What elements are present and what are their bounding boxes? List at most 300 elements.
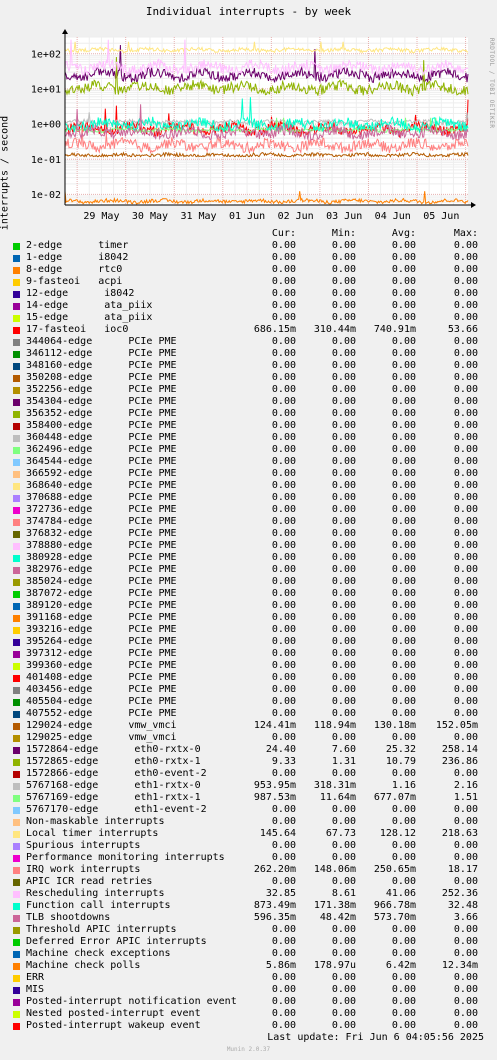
legend-series-name: 15-edge ata_piix bbox=[26, 312, 153, 323]
legend-column-header: Avg: bbox=[391, 228, 416, 239]
legend-row bbox=[0, 816, 497, 828]
legend-cur-value: 32.85 bbox=[265, 888, 296, 899]
legend-min-value: 0.00 bbox=[331, 1008, 356, 1019]
legend-swatch bbox=[13, 759, 20, 766]
legend-min-value: 171.38m bbox=[313, 900, 356, 911]
legend-swatch bbox=[13, 615, 20, 622]
legend-swatch bbox=[13, 243, 20, 250]
legend-max-value: 0.00 bbox=[453, 708, 478, 719]
legend-avg-value: 0.00 bbox=[391, 972, 416, 983]
legend-series-name: 407552-edge PCIe PME bbox=[26, 708, 177, 719]
legend-series-name: Machine check exceptions bbox=[26, 948, 171, 959]
legend-cur-value: 124.41m bbox=[253, 720, 296, 731]
legend-max-value: 0.00 bbox=[453, 672, 478, 683]
legend-swatch bbox=[13, 339, 20, 346]
legend-row bbox=[0, 708, 497, 720]
legend-swatch bbox=[13, 531, 20, 538]
legend-row bbox=[0, 744, 497, 756]
legend-row bbox=[0, 468, 497, 480]
legend-avg-value: 130.18m bbox=[373, 720, 416, 731]
y-tick-label: 1e+02 bbox=[30, 49, 61, 61]
legend-cur-value: 0.00 bbox=[271, 432, 296, 443]
legend-max-value: 218.63 bbox=[441, 828, 478, 839]
legend-avg-value: 0.00 bbox=[391, 540, 416, 551]
legend-avg-value: 0.00 bbox=[391, 408, 416, 419]
legend-row bbox=[0, 780, 497, 792]
legend-avg-value: 740.91m bbox=[373, 324, 416, 335]
legend-avg-value: 0.00 bbox=[391, 696, 416, 707]
legend-row bbox=[0, 288, 497, 300]
legend-series-name: 403456-edge PCIe PME bbox=[26, 684, 177, 695]
legend-min-value: 0.00 bbox=[331, 564, 356, 575]
legend-min-value: 0.00 bbox=[331, 288, 356, 299]
legend-avg-value: 0.00 bbox=[391, 420, 416, 431]
legend-min-value: 310.44m bbox=[313, 324, 356, 335]
legend-max-value: 0.00 bbox=[453, 852, 478, 863]
legend-cur-value: 987.53m bbox=[253, 792, 296, 803]
legend-swatch bbox=[13, 291, 20, 298]
legend-max-value: 0.00 bbox=[453, 636, 478, 647]
legend-avg-value: 0.00 bbox=[391, 456, 416, 467]
legend-min-value: 0.00 bbox=[331, 540, 356, 551]
legend-series-name: 382976-edge PCIe PME bbox=[26, 564, 177, 575]
legend-min-value: 0.00 bbox=[331, 984, 356, 995]
legend-max-value: 0.00 bbox=[453, 372, 478, 383]
legend-avg-value: 0.00 bbox=[391, 948, 416, 959]
legend-cur-value: 0.00 bbox=[271, 672, 296, 683]
legend-series-name: Posted-interrupt notification event bbox=[26, 996, 237, 1007]
legend-swatch bbox=[13, 375, 20, 382]
legend-row bbox=[0, 660, 497, 672]
legend-cur-value: 0.00 bbox=[271, 924, 296, 935]
legend-series-name: 129024-edge vmw_vmci bbox=[26, 720, 177, 731]
legend-max-value: 0.00 bbox=[453, 576, 478, 587]
legend-series-name: 17-fasteoi ioc0 bbox=[26, 324, 129, 335]
legend-avg-value: 0.00 bbox=[391, 396, 416, 407]
legend-max-value: 0.00 bbox=[453, 336, 478, 347]
legend-cur-value: 0.00 bbox=[271, 648, 296, 659]
legend-swatch bbox=[13, 675, 20, 682]
legend-avg-value: 0.00 bbox=[391, 300, 416, 311]
legend-min-value: 48.42m bbox=[319, 912, 356, 923]
legend-series-name: MIS bbox=[26, 984, 45, 995]
legend-max-value: 12.34m bbox=[441, 960, 478, 971]
legend-min-value: 0.00 bbox=[331, 936, 356, 947]
legend-row bbox=[0, 768, 497, 780]
legend-min-value: 0.00 bbox=[331, 504, 356, 515]
legend-row bbox=[0, 540, 497, 552]
legend-cur-value: 0.00 bbox=[271, 840, 296, 851]
legend-avg-value: 0.00 bbox=[391, 276, 416, 287]
legend-cur-value: 0.00 bbox=[271, 696, 296, 707]
legend-min-value: 0.00 bbox=[331, 348, 356, 359]
legend-row bbox=[0, 648, 497, 660]
legend-max-value: 0.00 bbox=[453, 648, 478, 659]
legend-min-value: 0.00 bbox=[331, 420, 356, 431]
legend-avg-value: 0.00 bbox=[391, 504, 416, 515]
legend-swatch bbox=[13, 939, 20, 946]
legend-swatch bbox=[13, 387, 20, 394]
legend-swatch bbox=[13, 867, 20, 874]
x-tick-label: 30 May bbox=[131, 211, 169, 222]
legend-series-name: 366592-edge PCIe PME bbox=[26, 468, 177, 479]
legend-cur-value: 0.00 bbox=[271, 1008, 296, 1019]
legend-row bbox=[0, 792, 497, 804]
legend-series-name: 380928-edge PCIe PME bbox=[26, 552, 177, 563]
legend-swatch bbox=[13, 591, 20, 598]
legend-series-name: 352256-edge PCIe PME bbox=[26, 384, 177, 395]
legend-row bbox=[0, 1020, 497, 1032]
legend-series-name: 5767169-edge eth1-rxtx-1 bbox=[26, 792, 201, 803]
legend-max-value: 0.00 bbox=[453, 540, 478, 551]
legend-swatch bbox=[13, 567, 20, 574]
legend-series-name: 391168-edge PCIe PME bbox=[26, 612, 177, 623]
legend-row bbox=[0, 972, 497, 984]
legend-min-value: 0.00 bbox=[331, 732, 356, 743]
legend-row bbox=[0, 600, 497, 612]
legend-max-value: 32.48 bbox=[447, 900, 478, 911]
legend-cur-value: 0.00 bbox=[271, 972, 296, 983]
legend-cur-value: 0.00 bbox=[271, 408, 296, 419]
legend-cur-value: 0.00 bbox=[271, 684, 296, 695]
legend-cur-value: 0.00 bbox=[271, 252, 296, 263]
legend-avg-value: 0.00 bbox=[391, 564, 416, 575]
legend-avg-value: 0.00 bbox=[391, 684, 416, 695]
legend-cur-value: 0.00 bbox=[271, 816, 296, 827]
legend-avg-value: 0.00 bbox=[391, 768, 416, 779]
legend-max-value: 3.66 bbox=[453, 912, 478, 923]
legend-cur-value: 0.00 bbox=[271, 480, 296, 491]
legend-avg-value: 573.70m bbox=[373, 912, 416, 923]
legend-max-value: 0.00 bbox=[453, 408, 478, 419]
legend-swatch bbox=[13, 723, 20, 730]
legend-row bbox=[0, 924, 497, 936]
legend-max-value: 0.00 bbox=[453, 480, 478, 491]
legend-swatch bbox=[13, 399, 20, 406]
legend-series-name: Local timer interrupts bbox=[26, 828, 159, 839]
legend-cur-value: 0.00 bbox=[271, 312, 296, 323]
legend-max-value: 0.00 bbox=[453, 1008, 478, 1019]
legend-row bbox=[0, 384, 497, 396]
legend-cur-value: 596.35m bbox=[253, 912, 296, 923]
legend-row bbox=[0, 504, 497, 516]
legend-swatch bbox=[13, 699, 20, 706]
legend-swatch bbox=[13, 267, 20, 274]
legend-max-value: 0.00 bbox=[453, 252, 478, 263]
legend-cur-value: 0.00 bbox=[271, 936, 296, 947]
legend-series-name: 129025-edge vmw_vmci bbox=[26, 732, 177, 743]
x-tick-label: 05 Jun bbox=[423, 211, 460, 222]
legend-min-value: 0.00 bbox=[331, 696, 356, 707]
x-tick-label: 04 Jun bbox=[374, 211, 411, 222]
legend-avg-value: 0.00 bbox=[391, 852, 416, 863]
legend-avg-value: 0.00 bbox=[391, 264, 416, 275]
legend-max-value: 0.00 bbox=[453, 312, 478, 323]
legend-min-value: 0.00 bbox=[331, 768, 356, 779]
legend-min-value: 0.00 bbox=[331, 576, 356, 587]
legend-series-name: 389120-edge PCIe PME bbox=[26, 600, 177, 611]
legend-series-name: Rescheduling interrupts bbox=[26, 888, 165, 899]
legend-swatch bbox=[13, 987, 20, 994]
legend-row bbox=[0, 444, 497, 456]
legend-row bbox=[0, 732, 497, 744]
legend-row bbox=[0, 264, 497, 276]
legend-row bbox=[0, 876, 497, 888]
legend-avg-value: 677.07m bbox=[373, 792, 416, 803]
legend-series-name: APIC ICR read retries bbox=[26, 876, 153, 887]
legend-min-value: 0.00 bbox=[331, 840, 356, 851]
legend-min-value: 0.00 bbox=[331, 816, 356, 827]
legend-min-value: 0.00 bbox=[331, 444, 356, 455]
legend-cur-value: 0.00 bbox=[271, 372, 296, 383]
legend-series-name: Non-maskable interrupts bbox=[26, 816, 165, 827]
legend-cur-value: 0.00 bbox=[271, 660, 296, 671]
y-axis-arrow bbox=[62, 29, 68, 34]
legend-cur-value: 0.00 bbox=[271, 492, 296, 503]
legend-cur-value: 0.00 bbox=[271, 504, 296, 515]
legend-row bbox=[0, 324, 497, 336]
legend-swatch bbox=[13, 447, 20, 454]
legend-min-value: 0.00 bbox=[331, 456, 356, 467]
legend-row bbox=[0, 756, 497, 768]
legend-cur-value: 5.86m bbox=[265, 960, 296, 971]
legend-min-value: 11.64m bbox=[319, 792, 356, 803]
legend-series-name: Spurious interrupts bbox=[26, 840, 141, 851]
legend-max-value: 236.86 bbox=[441, 756, 478, 767]
legend-series-name: 356352-edge PCIe PME bbox=[26, 408, 177, 419]
legend-max-value: 0.00 bbox=[453, 348, 478, 359]
legend-min-value: 0.00 bbox=[331, 408, 356, 419]
legend-swatch bbox=[13, 891, 20, 898]
legend-row bbox=[0, 804, 497, 816]
legend-swatch bbox=[13, 459, 20, 466]
legend-avg-value: 0.00 bbox=[391, 636, 416, 647]
legend-series-name: 385024-edge PCIe PME bbox=[26, 576, 177, 587]
legend-cur-value: 0.00 bbox=[271, 768, 296, 779]
legend-min-value: 7.60 bbox=[331, 744, 356, 755]
legend-min-value: 0.00 bbox=[331, 876, 356, 887]
legend-min-value: 0.00 bbox=[331, 948, 356, 959]
legend-series-name: 368640-edge PCIe PME bbox=[26, 480, 177, 491]
legend-max-value: 0.00 bbox=[453, 288, 478, 299]
legend-avg-value: 0.00 bbox=[391, 516, 416, 527]
legend-avg-value: 0.00 bbox=[391, 468, 416, 479]
legend-series-name: 395264-edge PCIe PME bbox=[26, 636, 177, 647]
legend-swatch bbox=[13, 471, 20, 478]
x-axis-arrow bbox=[471, 202, 476, 208]
legend-cur-value: 0.00 bbox=[271, 300, 296, 311]
y-tick-label: 1e+01 bbox=[30, 84, 61, 96]
legend-swatch bbox=[13, 963, 20, 970]
legend-row bbox=[0, 696, 497, 708]
legend-max-value: 0.00 bbox=[453, 420, 478, 431]
legend-avg-value: 0.00 bbox=[391, 600, 416, 611]
legend-cur-value: 0.00 bbox=[271, 564, 296, 575]
legend-swatch bbox=[13, 519, 20, 526]
legend-avg-value: 0.00 bbox=[391, 876, 416, 887]
legend-row bbox=[0, 636, 497, 648]
legend-swatch bbox=[13, 831, 20, 838]
legend-max-value: 0.00 bbox=[453, 564, 478, 575]
legend-cur-value: 0.00 bbox=[271, 876, 296, 887]
legend-max-value: 0.00 bbox=[453, 600, 478, 611]
legend-max-value: 0.00 bbox=[453, 768, 478, 779]
legend-avg-value: 0.00 bbox=[391, 816, 416, 827]
legend-row bbox=[0, 624, 497, 636]
legend-swatch bbox=[13, 315, 20, 322]
x-tick-label: 03 Jun bbox=[326, 211, 363, 222]
legend-max-value: 0.00 bbox=[453, 876, 478, 887]
legend-row bbox=[0, 576, 497, 588]
legend-min-value: 0.00 bbox=[331, 636, 356, 647]
legend-cur-value: 0.00 bbox=[271, 708, 296, 719]
legend-swatch bbox=[13, 1023, 20, 1030]
legend-max-value: 0.00 bbox=[453, 264, 478, 275]
legend-min-value: 0.00 bbox=[331, 360, 356, 371]
legend-cur-value: 873.49m bbox=[253, 900, 296, 911]
legend-avg-value: 0.00 bbox=[391, 624, 416, 635]
legend-swatch bbox=[13, 483, 20, 490]
y-axis-label-text: interrupts / second bbox=[0, 115, 11, 231]
legend-max-value: 0.00 bbox=[453, 276, 478, 287]
legend-row bbox=[0, 408, 497, 420]
legend-avg-value: 0.00 bbox=[391, 612, 416, 623]
legend-avg-value: 0.00 bbox=[391, 348, 416, 359]
legend-avg-value: 0.00 bbox=[391, 432, 416, 443]
legend-cur-value: 0.00 bbox=[271, 528, 296, 539]
legend-swatch bbox=[13, 255, 20, 262]
legend-cur-value: 0.00 bbox=[271, 732, 296, 743]
legend-cur-value: 0.00 bbox=[271, 468, 296, 479]
y-tick-label: 1e+00 bbox=[30, 119, 61, 131]
legend-max-value: 152.05m bbox=[435, 720, 478, 731]
legend-avg-value: 0.00 bbox=[391, 1008, 416, 1019]
legend-avg-value: 41.06 bbox=[385, 888, 416, 899]
legend-min-value: 0.00 bbox=[331, 240, 356, 251]
legend-max-value: 258.14 bbox=[441, 744, 478, 755]
legend-min-value: 0.00 bbox=[331, 588, 356, 599]
legend-min-value: 67.73 bbox=[325, 828, 356, 839]
legend-series-name: Function call interrupts bbox=[26, 900, 171, 911]
legend-swatch bbox=[13, 555, 20, 562]
legend-avg-value: 0.00 bbox=[391, 804, 416, 815]
legend-avg-value: 0.00 bbox=[391, 984, 416, 995]
legend-avg-value: 0.00 bbox=[391, 528, 416, 539]
last-update: Last update: Fri Jun 6 04:05:56 2025 bbox=[267, 1032, 484, 1043]
legend-series-name: 387072-edge PCIe PME bbox=[26, 588, 177, 599]
legend-min-value: 0.00 bbox=[331, 1020, 356, 1031]
legend-max-value: 0.00 bbox=[453, 432, 478, 443]
legend-avg-value: 0.00 bbox=[391, 1020, 416, 1031]
legend-avg-value: 0.00 bbox=[391, 576, 416, 587]
legend-cur-value: 0.00 bbox=[271, 240, 296, 251]
legend-swatch bbox=[13, 999, 20, 1006]
legend-cur-value: 0.00 bbox=[271, 360, 296, 371]
legend-min-value: 0.00 bbox=[331, 492, 356, 503]
legend-avg-value: 0.00 bbox=[391, 372, 416, 383]
legend-cur-value: 0.00 bbox=[271, 852, 296, 863]
legend-min-value: 0.00 bbox=[331, 396, 356, 407]
legend-max-value: 53.66 bbox=[447, 324, 478, 335]
legend-max-value: 0.00 bbox=[453, 360, 478, 371]
legend-swatch bbox=[13, 663, 20, 670]
legend-series-name: 378880-edge PCIe PME bbox=[26, 540, 177, 551]
legend-swatch bbox=[13, 855, 20, 862]
legend-row bbox=[0, 396, 497, 408]
legend-max-value: 0.00 bbox=[453, 948, 478, 959]
legend-row bbox=[0, 852, 497, 864]
legend-min-value: 0.00 bbox=[331, 672, 356, 683]
legend-swatch bbox=[13, 351, 20, 358]
legend-series-name: 399360-edge PCIe PME bbox=[26, 660, 177, 671]
legend-avg-value: 0.00 bbox=[391, 732, 416, 743]
legend-row bbox=[0, 936, 497, 948]
legend-max-value: 0.00 bbox=[453, 588, 478, 599]
legend-max-value: 0.00 bbox=[453, 996, 478, 1007]
legend-max-value: 0.00 bbox=[453, 936, 478, 947]
legend-series-name: Deferred Error APIC interrupts bbox=[26, 936, 207, 947]
legend-series-name: 358400-edge PCIe PME bbox=[26, 420, 177, 431]
legend-series-name: 346112-edge PCIe PME bbox=[26, 348, 177, 359]
legend-row bbox=[0, 1008, 497, 1020]
legend-cur-value: 9.33 bbox=[271, 756, 296, 767]
legend-cur-value: 0.00 bbox=[271, 540, 296, 551]
legend-row bbox=[0, 432, 497, 444]
legend-row bbox=[0, 864, 497, 876]
legend-min-value: 0.00 bbox=[331, 624, 356, 635]
legend-max-value: 0.00 bbox=[453, 504, 478, 515]
legend-row bbox=[0, 840, 497, 852]
legend-row bbox=[0, 612, 497, 624]
legend-row bbox=[0, 240, 497, 252]
chart-title: Individual interrupts - by week bbox=[145, 5, 352, 18]
legend-swatch bbox=[13, 435, 20, 442]
legend-series-name: 362496-edge PCIe PME bbox=[26, 444, 177, 455]
legend-max-value: 0.00 bbox=[453, 696, 478, 707]
legend-series-name: 376832-edge PCIe PME bbox=[26, 528, 177, 539]
legend-avg-value: 250.65m bbox=[373, 864, 416, 875]
legend-row bbox=[0, 252, 497, 264]
x-tick-label: 02 Jun bbox=[277, 211, 314, 222]
legend-max-value: 0.00 bbox=[453, 732, 478, 743]
legend-row bbox=[0, 960, 497, 972]
legend-swatch bbox=[13, 651, 20, 658]
legend-series-name: 1572864-edge eth0-rxtx-0 bbox=[26, 744, 201, 755]
legend-swatch bbox=[13, 747, 20, 754]
legend-series-name: 9-fasteoi acpi bbox=[26, 276, 123, 287]
legend-swatch bbox=[13, 363, 20, 370]
legend-swatch bbox=[13, 303, 20, 310]
legend-series-name: 1-edge i8042 bbox=[26, 252, 129, 263]
legend-row bbox=[0, 528, 497, 540]
legend-avg-value: 0.00 bbox=[391, 312, 416, 323]
legend-max-value: 0.00 bbox=[453, 840, 478, 851]
legend-swatch bbox=[13, 327, 20, 334]
legend-row bbox=[0, 300, 497, 312]
legend-cur-value: 0.00 bbox=[271, 984, 296, 995]
legend-max-value: 0.00 bbox=[453, 300, 478, 311]
legend-cur-value: 0.00 bbox=[271, 264, 296, 275]
chart-plot bbox=[0, 0, 497, 231]
legend-series-name: 354304-edge PCIe PME bbox=[26, 396, 177, 407]
legend-avg-value: 25.32 bbox=[385, 744, 416, 755]
legend-cur-value: 0.00 bbox=[271, 348, 296, 359]
legend-max-value: 0.00 bbox=[453, 492, 478, 503]
legend-row bbox=[0, 888, 497, 900]
legend-avg-value: 0.00 bbox=[391, 252, 416, 263]
legend-max-value: 0.00 bbox=[453, 984, 478, 995]
legend-cur-value: 0.00 bbox=[271, 276, 296, 287]
